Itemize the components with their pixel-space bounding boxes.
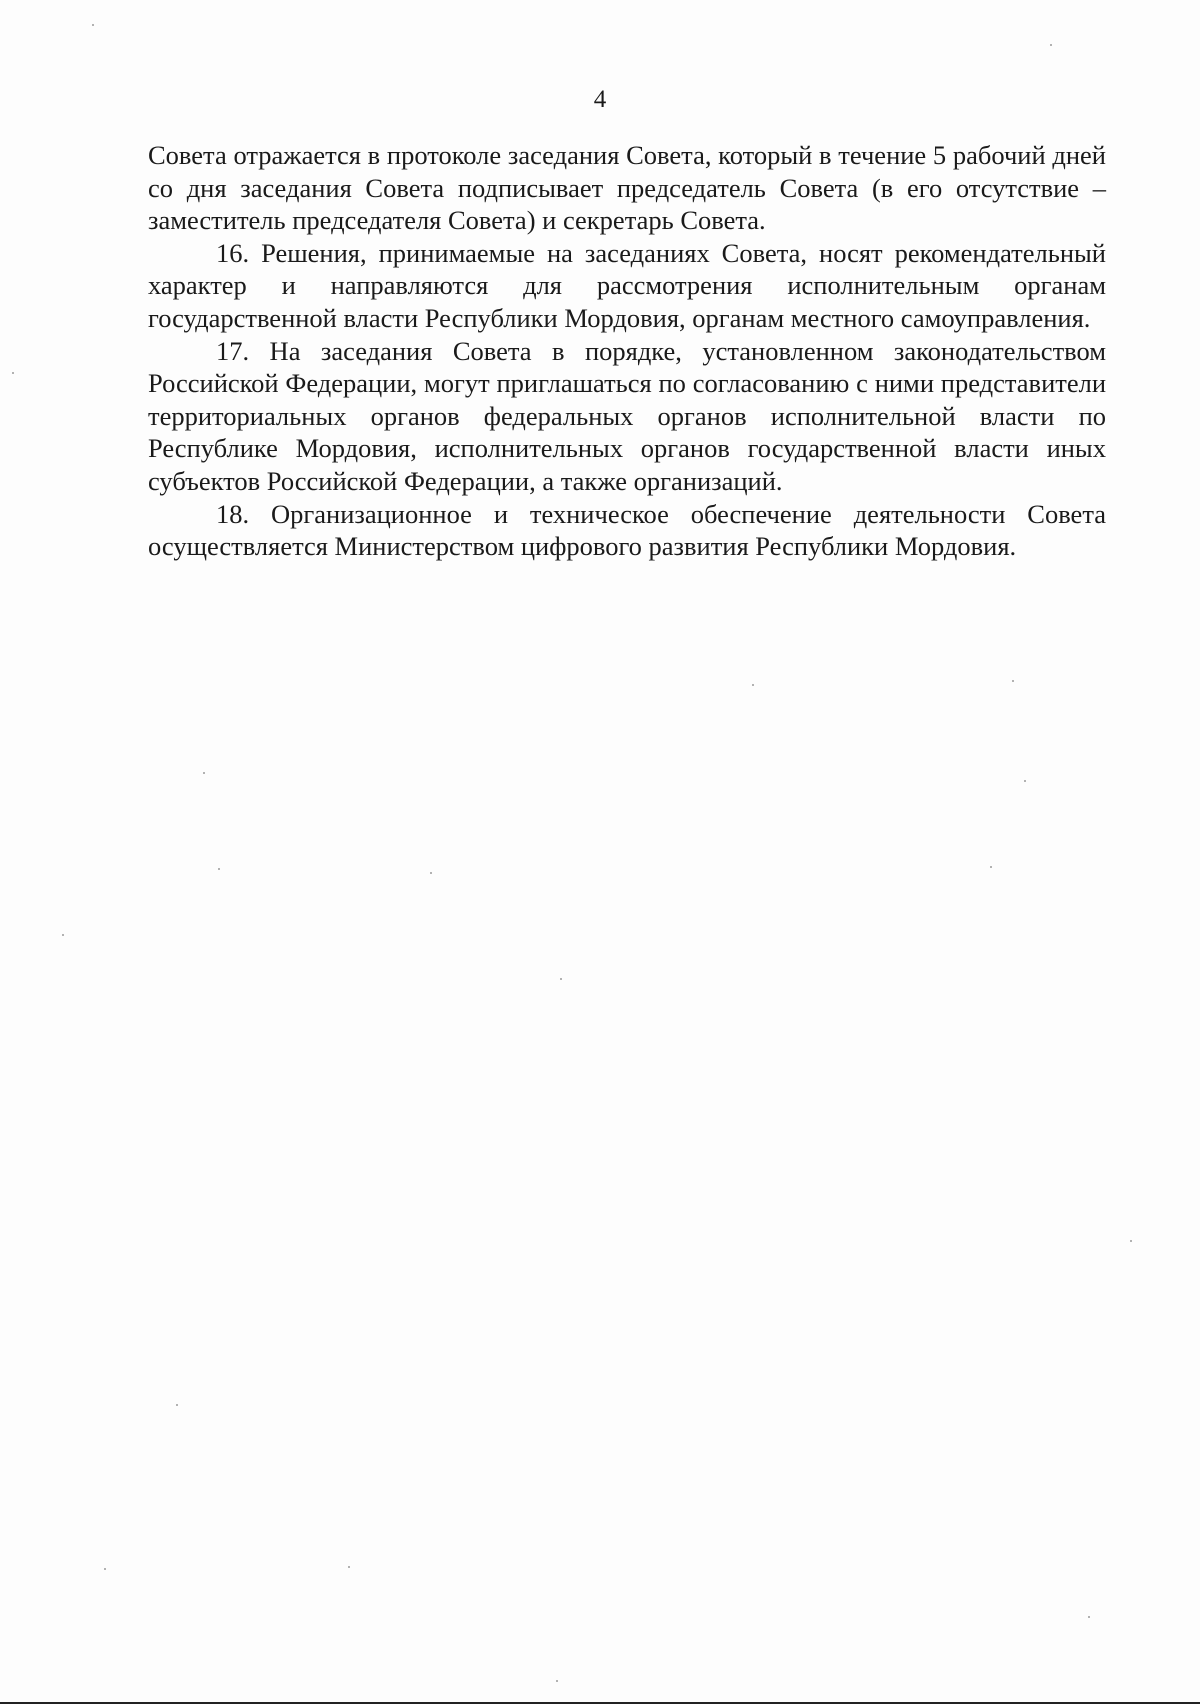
page-number: 4 [593, 86, 607, 113]
scan-speck [12, 372, 14, 374]
paragraph-17: 17. На заседания Совета в порядке, установленном законодательством Российской Федерации, могут приглашаться по согласованию с ними представители территориальных органов федеральных органов исполнительной власти по Республике Мордовия, исполнительных органов государственной власти иных субъектов Российской Федерации, а также организаций. [148, 335, 1106, 496]
scan-speck [752, 684, 754, 686]
scan-speck [176, 1404, 178, 1406]
scan-speck [560, 978, 562, 980]
scan-speck [62, 934, 64, 936]
scan-speck [1012, 680, 1014, 682]
scan-speck [556, 1680, 558, 1682]
scan-speck [348, 1566, 350, 1568]
scan-speck [104, 1568, 106, 1570]
scan-speck [1024, 780, 1026, 782]
scan-speck [218, 868, 220, 870]
paragraph-16: 16. Решения, принимаемые на заседаниях Совета, носят рекомендательный характер и направляются для рассмотрения исполнительным органам государственной власти Республики Мордовия, органам местного самоуправления. [148, 237, 1106, 333]
scan-speck [92, 24, 94, 26]
paragraph-18: 18. Организационное и техническое обеспечение деятельности Совета осуществляется Министерством цифрового развития Республики Мордовия. [148, 498, 1106, 562]
scan-speck [1130, 1240, 1132, 1242]
document-body [148, 139, 1106, 563]
scan-speck [1050, 44, 1052, 46]
scan-speck [1088, 1616, 1090, 1618]
paragraph-continuation: Совета отражается в протоколе заседания Совета, который в течение 5 рабочий дней со дня заседания Совета подписывает председатель Совета (в его отсутствие – заместитель председателя Совета) и секретарь Совета. [148, 140, 1106, 236]
scan-speck [203, 772, 205, 774]
scan-speck [430, 872, 432, 874]
scan-speck [990, 866, 992, 868]
